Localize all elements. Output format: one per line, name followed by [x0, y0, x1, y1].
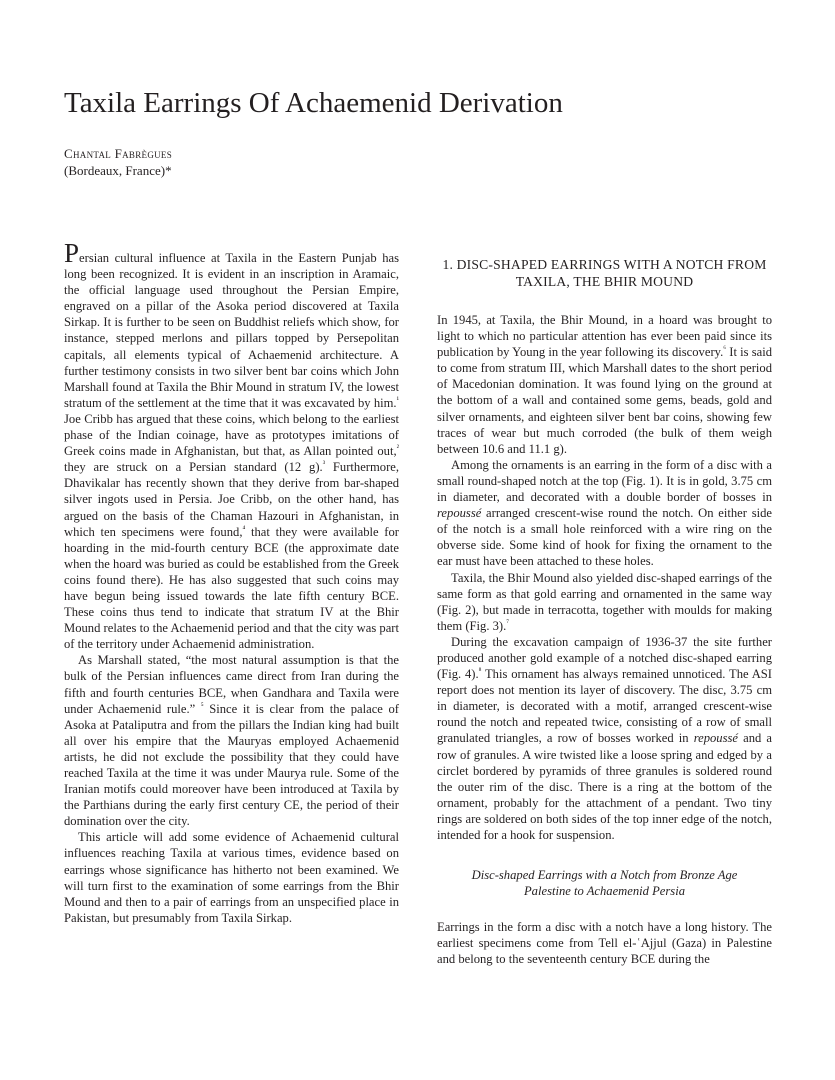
subsection-heading: Disc-shaped Earrings with a Notch from Bronze Age Palestine to Achaemenid Persia: [471, 868, 738, 899]
page-title: Taxila Earrings Of Achaemenid Derivation: [64, 87, 563, 119]
paragraph: This article will add some evidence of Achaemenid cultural influences reaching Taxila at various times, evidence based on earrings whose significance has hitherto not been examined. We will turn first to the examination of some earrings from the Bhir Mound and then to a pair of earrings from an unspecified place in Pakistan, but presumably from Taxila Sirkap.: [64, 830, 399, 925]
author-name: Chantal Fabrègues: [64, 146, 173, 161]
paragraph: As Marshall stated, “the most natural assumption is that the bulk of the Persian influences came direct from Iran during the fifth and fourth centuries BCE, when Gandhara and Taxila were under Achaemenid rule.” $^{^5}$ Since it is clear from the palace of Asoka at Pataliputra and from the pillars the Indian king had built all over his empire that the Mauryas employed Achaemenid artists, he did not exclude the possibility that they could have reached Taxila at the time it was under Maurya rule. Some of the Iranian motifs could moreover have been introduced at Taxila by the Parthians during the early first century CE, the period of their domination over the city.: [64, 653, 399, 829]
paragraph: Persian cultural influence at Taxila in the Eastern Punjab has long been recognized. It is evident in an inscription in Aramaic, the official language used throughout the Persian Empire, engraved on a pillar of the Asoka period discovered at Taxila Sirkap. It is further to be seen on Buddhist reliefs which show, for instance, stepped merlons and pillars topped by Persepolitan capitals, all elements typical of Achaemenid architecture. A further testimony consists in two silver bent bar coins which John Marshall found at Taxila the Bhir Mound in stratum IV, the lowest stratum of the settlement at the time that it was excavated by him.$^{^1}$ Joe Cribb has argued that these coins, which belong to the earliest phase of the Indian coinage, have as prototypes imitations of Greek coins made in Afghanistan, but that, as Allan pointed out,$^{^2}$ they are struck on a Persian standard (12 g).$^{^3}$ Furthermore, Dhavikalar has recently shown that they derive from bar-shaped silver ingots used in Persia. Joe Cribb, on the other hand, has argued on the basis of the Chaman Hazouri in Afghanistan, in which ten specimens were found,$^{^4}$ that they were available for hoarding in the mid-fourth century BCE (the approximate date when the hoard was buried as could be established from the Greek coins found there). He has also suggested that such coins may have begun being issued towards the late fifth century BCE. These coins thus tend to indicate that stratum IV at the Bhir Mound relates to the Achaemenid period and that the city was part of the territory under Achaemenid administration.: [64, 238, 400, 652]
author-block: [64, 145, 172, 179]
paragraph: Earrings in the form a disc with a notch have a long history. The earliest specimens come from Tell el-ʿAjjul (Gaza) in Palestine and belong to the seventeenth century BCE during the: [437, 920, 772, 967]
author-affiliation: (Bordeaux, France)*: [64, 163, 172, 178]
left-column: [64, 238, 400, 926]
paragraph: During the excavation campaign of 1936-37 the site further produced another gold example of a notched disc-shaped earring (Fig. 4).$^{^8}$ This ornament has always remained unnoticed. The ASI report does not mention its layer of discovery. The disc, 3.75 cm in diameter, is decorated with a motif, arranged crescent-wise round the notch and repeated twice, consisting of a row of small granulated triangles, a row of bosses worked in repoussé and a row of granules. A wire twisted like a loose spring and edged by a circlet bordered by pyramids of three granules is soldered round the outer rim of the disc. There is a ring at the bottom of the ornament, probably for the attachment of a pendant. Two tiny rings are soldered on both sides of the top inner edge of the notch, intended for a hook for suspension.: [437, 634, 773, 842]
right-column: [437, 256, 772, 968]
drop-cap: P: [64, 238, 80, 268]
paragraph: Taxila, the Bhir Mound also yielded disc-shaped earrings of the same form as that gold earring and ornamented in the same way (Fig. 2), but made in terracotta, together with moulds for making them (Fig. 3).$^{^7}$: [437, 570, 772, 633]
paragraph: Among the ornaments is an earring in the form of a disc with a small round-shaped notch at the top (Fig. 1). It is in gold, 3.75 cm in diameter, and decorated with a double border of bosses in repoussé arranged crescent-wise round the notch. On either side of the notch is a small hole reinforced with a wire ring on the obverse side. Some kind of hook for fixing the ornament to the ear must have been attached to these holes.: [437, 457, 772, 569]
paragraph: In 1945, at Taxila, the Bhir Mound, in a hoard was brought to light to which no particular attention has ever been paid since its publication by Young in the year following its discovery.$^{^6}$ It is said to come from stratum III, which Marshall dates to the short period of Macedonian domination. It was found lying on the ground at the bottom of a wall and contained some gems, beads, gold and silver ornaments, and eighteen silver bent bar coins, showing few traces of wear but much corroded (the bulk of them weigh between 10.6 and 11.1 g).: [437, 313, 773, 456]
section-heading: 1. DISC-SHAPED EARRINGS WITH A NOTCH FROM TAXILA, THE BHIR MOUND: [442, 257, 767, 289]
